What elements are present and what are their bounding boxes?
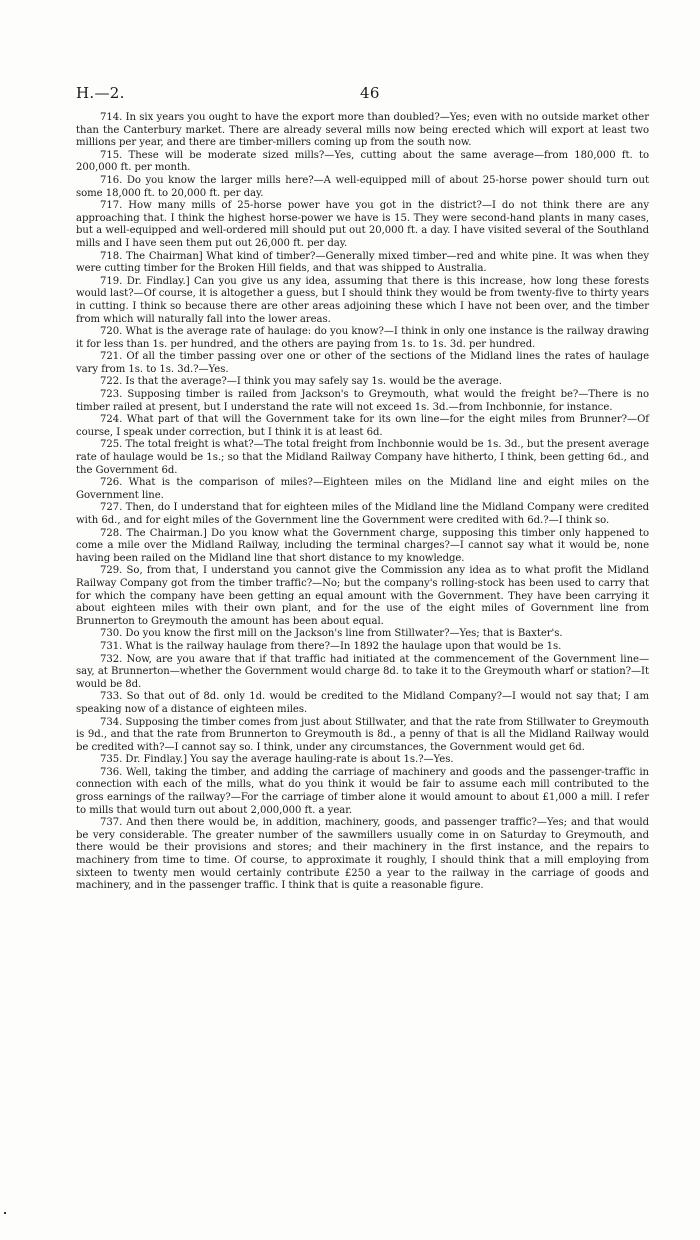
paragraph-715: 715. These will be moderate sized mills?—Yes, cutting about the same average—from 180,000 ft. to 200,000 ft. per month. (76, 149, 649, 174)
paragraph-728: 728. The Chairman.] Do you know what the Government charge, supposing this timber only happened to come a mile over the Midland Railway, including the terminal charges?—I cannot say what it would be, none having been railed on the Midland line that short distance to my knowledge. (76, 527, 649, 564)
paragraph-733: 733. So that out of 8d. only 1d. would be credited to the Midland Company?—I would not say that; I am speaking now of a distance of eighteen miles. (76, 691, 649, 715)
page-header (76, 84, 642, 104)
document-reference: H.—2. (76, 84, 125, 102)
paragraph-732: 732. Now, are you aware that if that traffic had initiated at the commencement of the Government line—say, at Brunnerton—whether the Government would charge 8d. to take it to the Greymouth wharf or station?—It would be 8d. (76, 653, 649, 690)
paragraph-735: 735. Dr. Findlay.] You say the average hauling-rate is about 1s.?—Yes. (100, 754, 454, 766)
page-number: 46 (360, 84, 380, 102)
paragraph-717: 717. How many mills of 25-horse power have you got in the district?—I do not think there are any approaching that. I think the highest horse-power we have is 15. They were second-hand plants in many cases, but a well-equipped and well-ordered mill should put out 20,000 ft. a day. I have visited several of the Southland mills and I have seen them put out 26,000 ft. per day. (76, 200, 649, 249)
paragraph-737: 737. And then there would be, in addition, machinery, goods, and passenger traffic?—Yes; and that would be very considerable. The greater number of the sawmillers usually come in on Saturday to Greymouth, and there would be their provisions and stores; and their machinery in the first instance, and the repairs to machinery from time to time. Of course, to approximate it roughly, I should think that a mill employing from sixteen to twenty men would certainly contribute £250 a year to the railway in the carriage of goods and machinery, and in the passenger traffic. I think that is quite a reasonable figure. (76, 817, 649, 892)
paragraph-721: 721. Of all the timber passing over one or other of the sections of the Midland lines the rates of haulage vary from 1s. to 1s. 3d.?—Yes. (76, 351, 649, 375)
paragraph-714: 714. In six years you ought to have the export more than doubled?—Yes; even with no outside market other than the Canterbury market. There are already several mills now being erected which will export at least two millions per year, and there are timber-millers coming up from the south now. (76, 112, 649, 149)
paragraph-719: 719. Dr. Findlay.] Can you give us any idea, assuming that there is this increase, how long these forests would last?—Of course, it is altogether a guess, but I should think they would be from twenty-five to thirty years in cutting. I think so because there are other areas adjoining these which I have not been over, and the timber from which will naturally fall into the lower areas. (76, 275, 649, 325)
paragraph-723: 723. Supposing timber is railed from Jackson's to Greymouth, what would the freight be?—There is no timber railed at present, but I understand the rate will not exceed 1s. 3d.—from Inchbonnie, for instance. (76, 389, 649, 413)
paragraph-729: 729. So, from that, I understand you cannot give the Commission any idea as to what profit the Midland Railway Company got from the timber traffic?—No; but the company's rolling-stock has been used to carry that for which the company have been getting an equal amount with the Government. They have been carrying it about eighteen miles with their own plant, and for the use of the eight miles of Government line from Brunnerton to Greymouth the amount has been about equal. (76, 565, 649, 627)
paragraph-736: 736. Well, taking the timber, and adding the carriage of machinery and goods and the passenger-traffic in connection with each of the mills, what do you think it would be fair to assume each mill contributed to the gross earnings of the railway?—For the carriage of timber alone it would amount to about £1,000 a mill. I refer to mills that would turn out about 2,000,000 ft. a year. (76, 766, 649, 816)
paragraph-722: 722. Is that the average?—I think you may safely say 1s. would be the average. (100, 376, 502, 388)
paragraph-727: 727. Then, do I understand that for eighteen miles of the Midland line the Midland Company were credited with 6d., and for eight miles of the Government line the Government were credited with 6d.?—I think so. (76, 502, 649, 526)
paragraph-724: 724. What part of that will the Government take for its own line—for the eight miles from Brunner?—Of course, I speak under correction, but I think it is at least 6d. (76, 414, 649, 438)
paragraph-718: 718. The Chairman] What kind of timber?—Generally mixed timber—red and white pine. It was when they were cutting timber for the Broken Hill fields, and that was shipped to Australia. (76, 250, 649, 275)
paragraph-716: 716. Do you know the larger mills here?—A well-equipped mill of about 25-horse power should turn out some 18,000 ft. to 20,000 ft. per day. (76, 174, 649, 199)
scan-speck (4, 1212, 6, 1214)
paragraph-731: 731. What is the railway haulage from there?—In 1892 the haulage upon that would be 1s. (100, 640, 562, 652)
paragraph-730: 730. Do you know the first mill on the Jackson's line from Stillwater?—Yes; that is Baxter's. (100, 628, 563, 640)
paragraph-726: 726. What is the comparison of miles?—Eighteen miles on the Midland line and eight miles on the Government line. (76, 477, 649, 501)
paragraph-734: 734. Supposing the timber comes from just about Stillwater, and that the rate from Stillwater to Greymouth is 9d., and that the rate from Brunnerton to Greymouth is 8d., a penny of that is all the Midland Railway would be credited with?—I cannot say so. I think, under any circumstances, the Government would get 6d. (76, 716, 649, 753)
paragraph-725: 725. The total freight is what?—The total freight from Inchbonnie would be 1s. 3d., but the present average rate of haulage would be 1s.; so that the Midland Railway Company have hitherto, I think, been getting 6d., and the Government 6d. (76, 439, 649, 476)
paragraph-720: 720. What is the average rate of haulage: do you know?—I think in only one instance is the railway drawing it for less than 1s. per hundred, and the others are paying from 1s. to 1s. 3d. per hundred. (76, 326, 649, 350)
document-body (76, 112, 649, 893)
